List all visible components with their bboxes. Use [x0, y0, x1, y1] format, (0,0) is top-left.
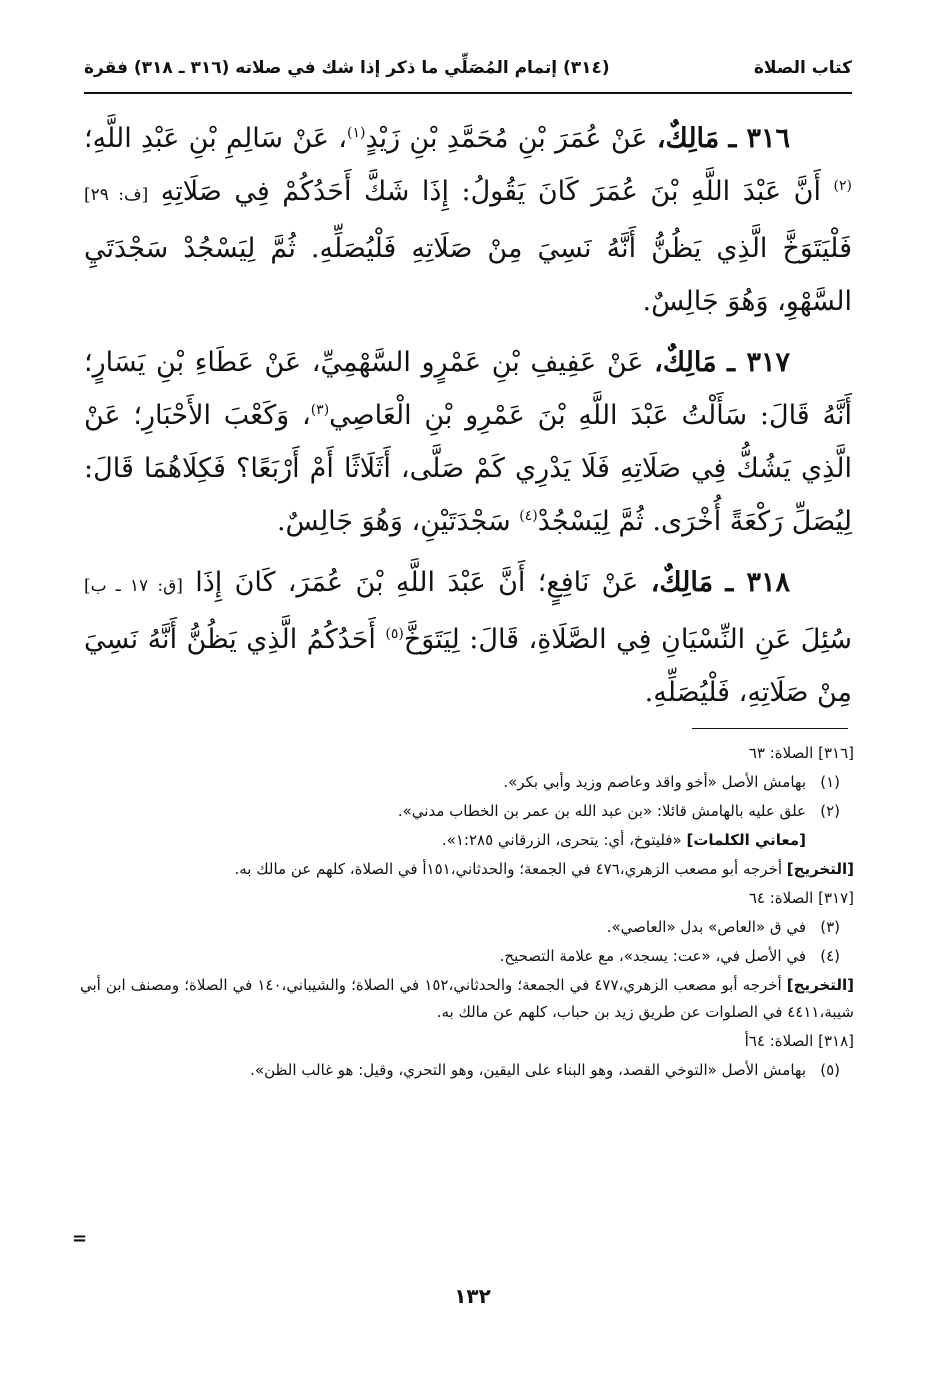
footnote-ref[interactable]: (٣) — [310, 402, 330, 418]
footnote-number: (٢) — [820, 802, 840, 820]
hadith-text: عَنْ عُمَرَ بْنِ مُحَمَّدِ بْنِ زَيْدٍ — [365, 123, 657, 154]
word-meanings-label: [معاني الكلمات] — [686, 831, 806, 849]
footnote-heading-317: [٣١٧] الصلاة: ٦٤ — [748, 889, 854, 907]
footnote-number: (٣) — [820, 918, 840, 936]
footnote-ref[interactable]: (٥) — [385, 626, 404, 642]
footnote-heading-316: [٣١٦] الصلاة: ٦٣ — [748, 744, 854, 762]
hadith-316 — [84, 112, 852, 328]
footnote-number: (٥) — [820, 1061, 840, 1079]
takhrij-317 — [80, 972, 854, 1026]
page-number: ١٣٢ — [454, 1284, 491, 1308]
footnote-text: في ق «العاص» بدل «العاصي». — [606, 918, 806, 936]
takhrij-text: أخرجه أبو مصعب الزهري،٤٧٧ في الجمعة؛ والحدثاني،١٥٢ في الصلاة؛ والشيباني،١٤٠ في الصلاة؛ ومصنف ابن أبي شيبة،٤٤١١ في الصلوات عن طريق زيد بن حباب، كلهم عن مالك به. — [80, 976, 854, 1021]
narrator-name: مَالِكٌ، — [654, 347, 717, 378]
footnote-text: علق عليه بالهامش قائلا: «بن عبد الله بن عمر بن الخطاب مدني». — [397, 802, 806, 820]
footnote-text: بهامش الأصل «أخو واقد وعاصم وزيد وأبي بكر». — [503, 773, 806, 791]
hadith-text: عَنْ عَفِيفِ بْنِ عَمْرٍو السَّهْمِيِّ، عَنْ عَطَاءِ بْنِ يَسَارٍ؛ أَنَّهُ قَالَ: سَأَلْتُ عَبْدَ اللَّهِ بْنَ عَمْرِو بْنِ الْعَاصِي — [84, 347, 852, 431]
narrator-name: مَالِكٌ، — [656, 123, 720, 154]
word-meanings-316 — [80, 827, 854, 854]
hadith-number: ٣١٨ ـ — [725, 567, 790, 598]
footnote-5 — [80, 1057, 854, 1084]
running-header — [84, 52, 852, 84]
hadith-text: عَنْ نَافِعٍ؛ أَنَّ عَبْدَ اللَّهِ بْنَ عُمَرَ، كَانَ إِذَا — [182, 567, 651, 598]
continuation-mark: = — [72, 1228, 88, 1249]
hadith-317 — [84, 336, 852, 548]
footnote-number: (١) — [820, 773, 840, 791]
footnote-1 — [80, 769, 854, 796]
hadith-text: ، وَكَعْبَ الأَحْبَارِ؛ عَنْ الَّذِي يَشُكُّ فِي صَلَاتِهِ فَلَا يَدْرِي كَمْ صَلَّى، أَثَلَاثًا أَمْ أَرْبَعًا؟ فَكِلَاهُمَا قَالَ: لِيُصَلِّ رَكْعَةً أُخْرَى. ثُمَّ لِيَسْجُدْ — [84, 400, 852, 537]
hadith-text: سُئِلَ عَنِ النِّسْيَانِ فِي الصَّلَاةِ، قَالَ: لِيَتَوَخَّ — [403, 624, 852, 655]
footnote-number: (٤) — [820, 947, 840, 965]
page-marker: [ف: ٢٩] — [84, 185, 149, 205]
footnote-ref[interactable]: (٤) — [519, 508, 538, 524]
hadith-text: أَحَدُكُمُ الَّذِي يَظُنُّ أَنَّهُ نَسِيَ مِنْ صَلَاتِهِ، فَلْيُصَلِّهِ. — [84, 624, 852, 708]
footnote-separator — [692, 728, 848, 729]
takhrij-label: [التخريج] — [786, 976, 854, 994]
footnote-3 — [80, 914, 854, 941]
narrator-name: مَالِكٌ، — [650, 567, 714, 598]
hadith-number: ٣١٧ ـ — [727, 347, 790, 378]
takhrij-label: [التخريج] — [786, 860, 854, 878]
hadith-text: أَنَّ عَبْدَ اللَّهِ بْنَ عُمَرَ كَانَ يَقُولُ: إِذَا شَكَّ أَحَدُكُمْ فِي صَلَاتِهِ — [148, 176, 834, 207]
footnote-text: بهامش الأصل «التوخي القصد، وهو البناء على اليقين، وهو التحري، وقيل: هو غالب الظن». — [250, 1061, 806, 1079]
footnote-heading-318: [٣١٨] الصلاة: ٦٤أ — [744, 1032, 854, 1050]
footnote-4 — [80, 943, 854, 970]
hadith-text: ، عَنْ سَالِمِ بْنِ عَبْدِ اللَّهِ؛ — [84, 123, 347, 154]
word-meanings-text: «فليتوخ، أي: يتحرى، الزرقاني ١:٢٨٥». — [441, 831, 687, 849]
footnote-text: في الأصل في، «عت: يسجد»، مع علامة التصحيح. — [499, 947, 806, 965]
hadith-text: فَلْيَتَوَخَّ الَّذِي يَظُنُّ أَنَّهُ نَسِيَ مِنْ صَلَاتِهِ فَلْيُصَلِّهِ. ثُمَّ لِيَسْجُدْ سَجْدَتَيِ السَّهْوِ، وَهُوَ جَالِسٌ. — [84, 233, 852, 317]
section-title: (٣١٤) إتمام المُصَلِّي ما ذكر إذا شك في صلاته (٣١٦ ـ ٣١٨) فقرة — [84, 58, 610, 78]
book-title: كتاب الصلاة — [753, 58, 852, 78]
header-rule — [84, 92, 852, 94]
footnote-ref[interactable]: (٢) — [833, 178, 852, 194]
main-text — [84, 112, 852, 727]
hadith-318 — [84, 556, 852, 719]
takhrij-316 — [80, 856, 854, 883]
hadith-number: ٣١٦ ـ — [728, 123, 791, 154]
footnote-2 — [80, 798, 854, 825]
footnotes — [80, 740, 854, 1086]
hadith-text: سَجْدَتَيْنِ، وَهُوَ جَالِسٌ. — [276, 506, 520, 537]
takhrij-text: أخرجه أبو مصعب الزهري،٤٧٦ في الجمعة؛ والحدثاني،١٥١أ في الصلاة، كلهم عن مالك به. — [234, 860, 787, 878]
page-marker: [ق: ١٧ ـ ب] — [84, 576, 183, 596]
footnote-ref[interactable]: (١) — [346, 125, 366, 141]
